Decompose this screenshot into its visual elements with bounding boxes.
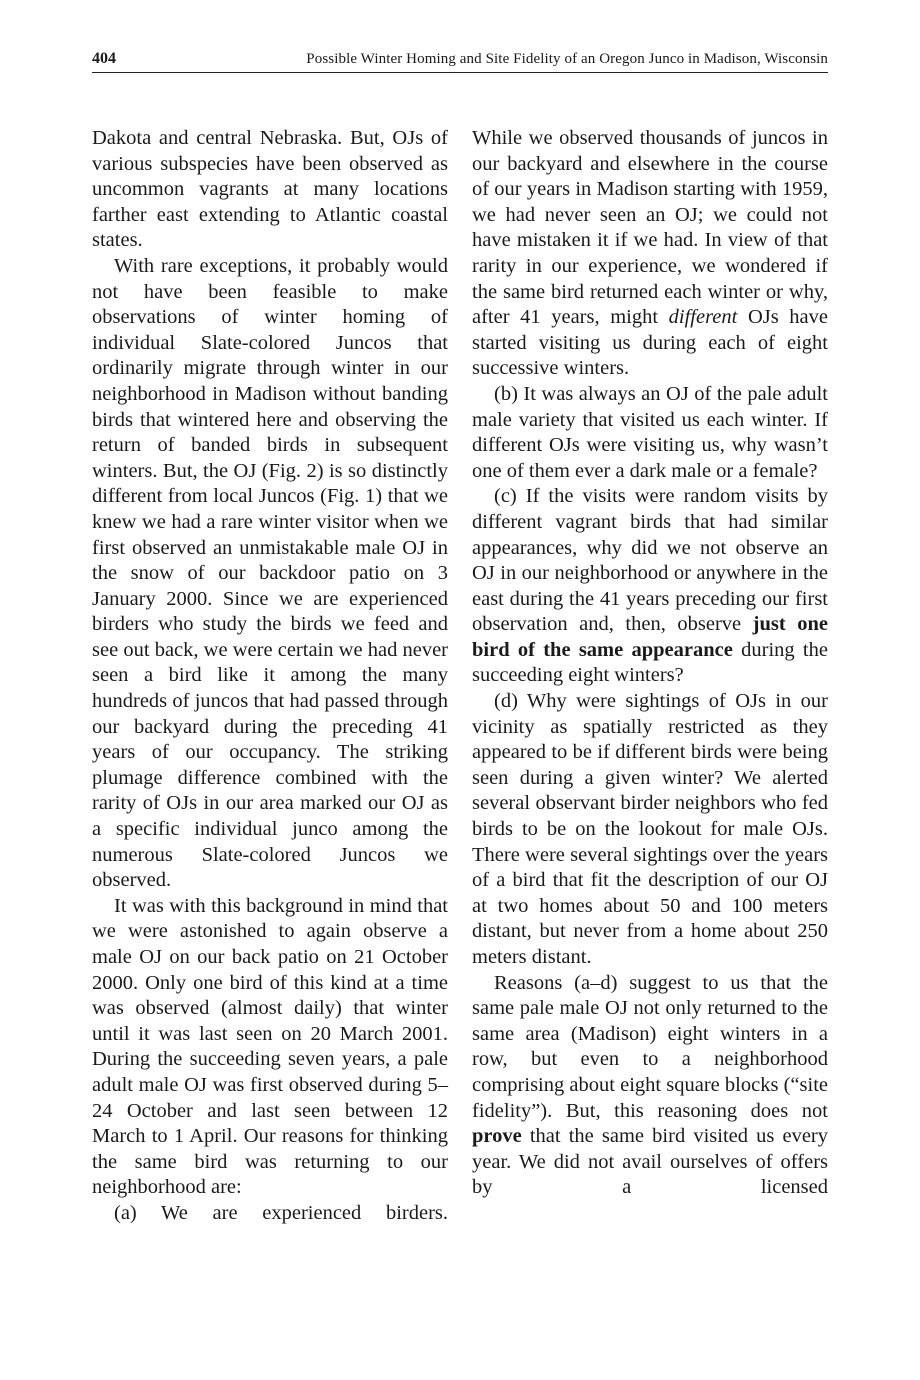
paragraph: (d) Why were sightings of OJs in our vicinity as spatially restricted as they appeared to be if different birds were being seen during a given winter? We alerted several observant birder neighbors who fed birds to be on the lookout for male OJs. There were several sightings over the years of a bird that fit the description of our OJ at two homes about 50 and 100 meters distant, but never from a home about 250 meters distant. bbox=[472, 690, 828, 968]
text-run: OJs have started visiting us during each of eight successive winters. bbox=[472, 306, 828, 380]
text-run: that the same bird visited us every year. We did not avail ourselves of offers by a licensed bbox=[472, 1125, 828, 1199]
bold-text: prove bbox=[472, 1125, 522, 1148]
paragraph bbox=[472, 484, 828, 689]
bold-text: just one bird of the same appearance bbox=[472, 613, 828, 661]
page-number: 404 bbox=[92, 50, 116, 67]
paragraph: It was with this background in mind that we were astonished to again observe a male OJ on our back patio on 21 October 2000. Only one bird of this kind at a time was observed (almost daily) that winter until it was last seen on 20 March 2001. During the succeeding seven years, a pale adult male OJ was first observed during 5–24 October and last seen between 12 March to 1 April. Our reasons for thinking the same bird was returning to our neighborhood are: bbox=[92, 894, 448, 1199]
emphasis-text: different bbox=[668, 306, 738, 329]
right-column bbox=[472, 126, 828, 1201]
running-title: Possible Winter Homing and Site Fidelity of an Oregon Junco in Madison, Wisconsin bbox=[306, 51, 828, 67]
left-column bbox=[92, 126, 448, 1227]
paragraph: Dakota and central Nebraska. But, OJs of various subspecies have been observed as uncommon vagrants at many locations farther east extending to Atlantic coastal states. bbox=[92, 127, 448, 252]
paragraph: With rare exceptions, it probably would not have been feasible to make observations of winter homing of individual Slate-colored Juncos that ordinarily migrate through winter in our neighborhood in Madison without banding birds that wintered here and observing the return of banded birds in subsequent winters. But, the OJ (Fig. 2) is so distinctly different from local Juncos (Fig. 1) that we knew we had a rare winter visitor when we first observed an unmistakable male OJ in the snow of our backdoor patio on 3 January 2000. Since we are experienced birders who study the birds we feed and see out back, we were certain we had never seen a bird like it among the many hundreds of juncos that had passed through our backyard during the preceding 41 years of our occupancy. The striking plumage difference combined with the rarity of OJs in our area marked our OJ as a specific individual junco among the numerous Slate-colored Juncos we observed. bbox=[92, 254, 448, 892]
text-run: during the succeeding eight winters? bbox=[472, 638, 828, 687]
paragraph: (b) It was always an OJ of the pale adult male variety that visited us each winter. If different OJs were visiting us, why wasn’t one of them ever a dark male or a female? bbox=[472, 382, 828, 482]
paragraph: (a) We are experienced birders. bbox=[114, 1201, 448, 1224]
text-run: While we observed thousands of juncos in our backyard and elsewhere in the course of our years in Madison starting with 1959, we had never seen an OJ; we could not have mistaken it if we had. In view of that rarity in our experience, we wondered if the same bird returned each winter or why, after 41 years, might bbox=[472, 127, 828, 329]
paragraph bbox=[472, 971, 828, 1201]
text-run: Reasons (a–d) suggest to us that the same pale male OJ not only returned to the same area (Madison) eight winters in a row, but even to a neighborhood comprising about eight square blocks (“site fidelity”). But, this reasoning does not bbox=[472, 971, 828, 1122]
paragraph bbox=[472, 126, 828, 382]
running-header bbox=[92, 48, 828, 73]
text-run: (c) If the visits were random visits by different vagrant birds that had similar appearances, why did we not observe an OJ in our neighborhood or anywhere in the east during the 41 years preceding our first observation and, then, observe bbox=[472, 485, 828, 636]
